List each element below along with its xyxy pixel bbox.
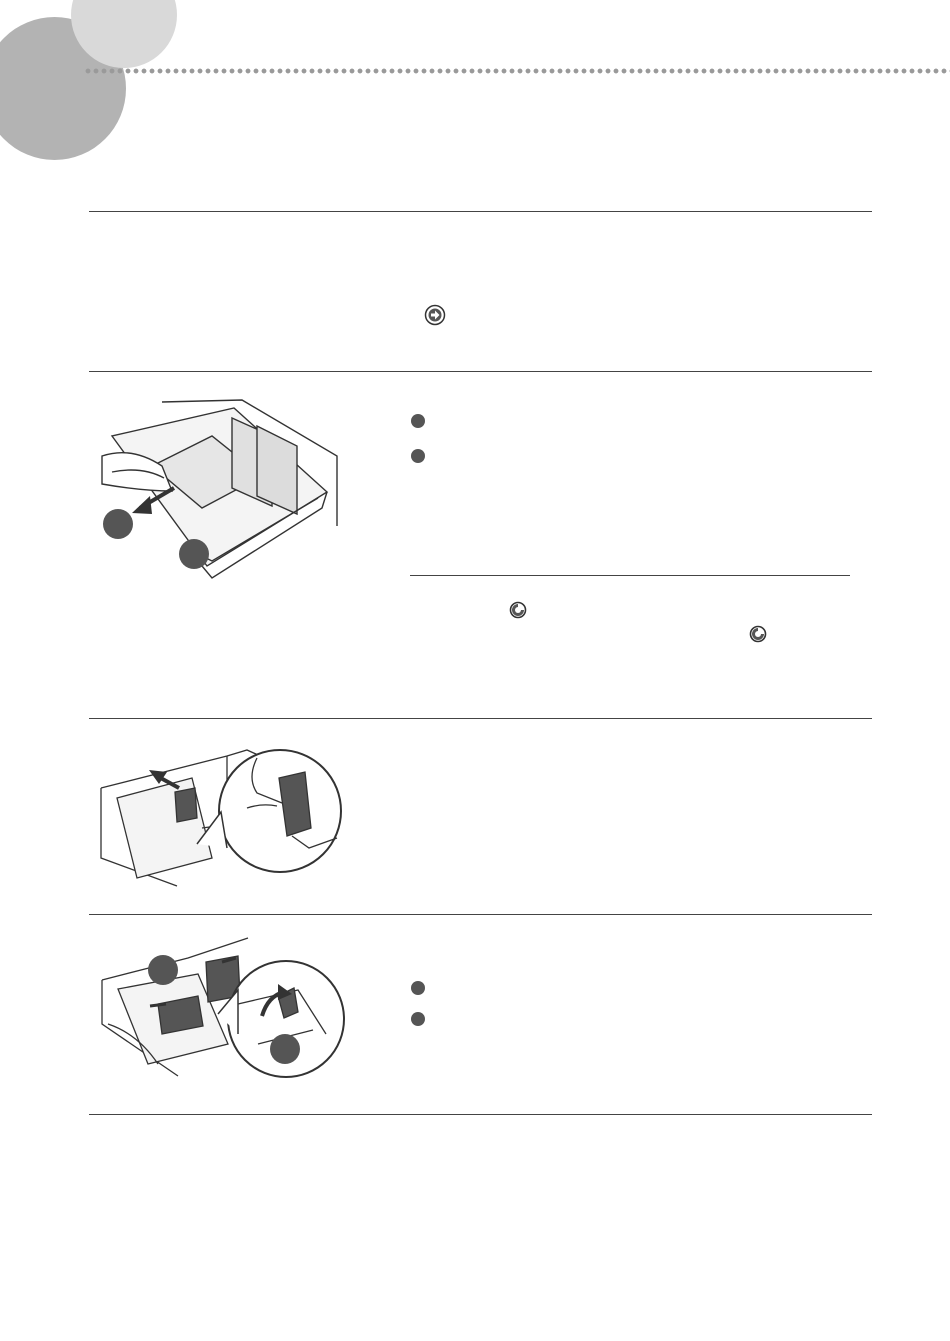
section-divider-1 bbox=[89, 211, 872, 212]
arrow-right-circle-icon bbox=[424, 304, 446, 331]
note-divider bbox=[410, 575, 850, 576]
callout-2 bbox=[179, 539, 209, 569]
step-bullet-2 bbox=[411, 1012, 425, 1026]
step-bullet-1 bbox=[411, 414, 425, 428]
step-bullet-2 bbox=[411, 449, 425, 463]
section-divider-5 bbox=[89, 1114, 872, 1115]
clock-icon bbox=[509, 601, 527, 624]
callout-1 bbox=[103, 509, 133, 539]
section-divider-3 bbox=[89, 718, 872, 719]
callout-2 bbox=[270, 1034, 300, 1064]
step-bullet-1 bbox=[411, 981, 425, 995]
section-divider-2 bbox=[89, 371, 872, 372]
header-dotted-rule bbox=[84, 68, 950, 74]
section-divider-4 bbox=[89, 914, 872, 915]
clock-icon bbox=[749, 625, 767, 648]
callout-1 bbox=[148, 955, 178, 985]
